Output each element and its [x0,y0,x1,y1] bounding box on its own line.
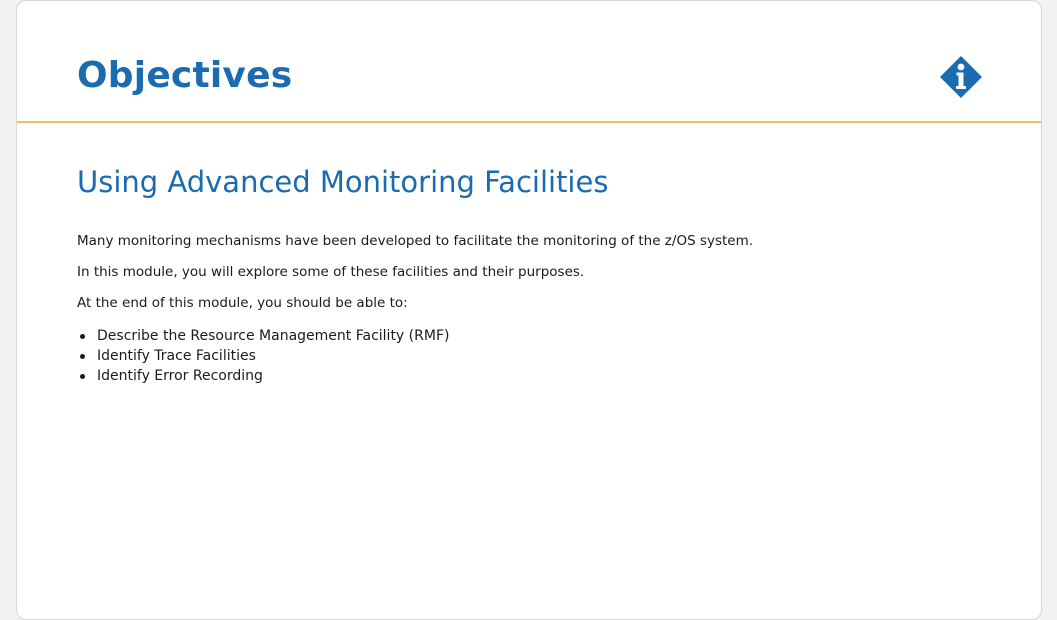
list-item-text: Identify Trace Facilities [97,348,256,364]
list-item [77,326,1017,346]
bullet-icon [80,334,85,339]
bullet-icon [80,374,85,379]
objectives-list [77,326,1017,386]
card-header [17,1,1041,123]
list-item [77,346,1017,366]
info-icon[interactable] [940,56,982,98]
objectives-card [16,0,1042,620]
page-title: Objectives [77,55,293,96]
list-item [77,366,1017,386]
bullet-icon [80,354,85,359]
content-area [77,161,1017,386]
module-paragraph: In this module, you will explore some of these facilities and their purposes. [77,264,585,280]
list-item-text: Describe the Resource Management Facility (RMF) [97,328,450,344]
info-icon-graphic [940,56,982,98]
outcome-paragraph: At the end of this module, you should be able to: [77,295,408,311]
intro-paragraph: Many monitoring mechanisms have been developed to facilitate the monitoring of the z/OS system. [77,233,754,249]
list-item-text: Identify Error Recording [97,368,263,384]
section-subtitle: Using Advanced Monitoring Facilities [77,165,609,199]
